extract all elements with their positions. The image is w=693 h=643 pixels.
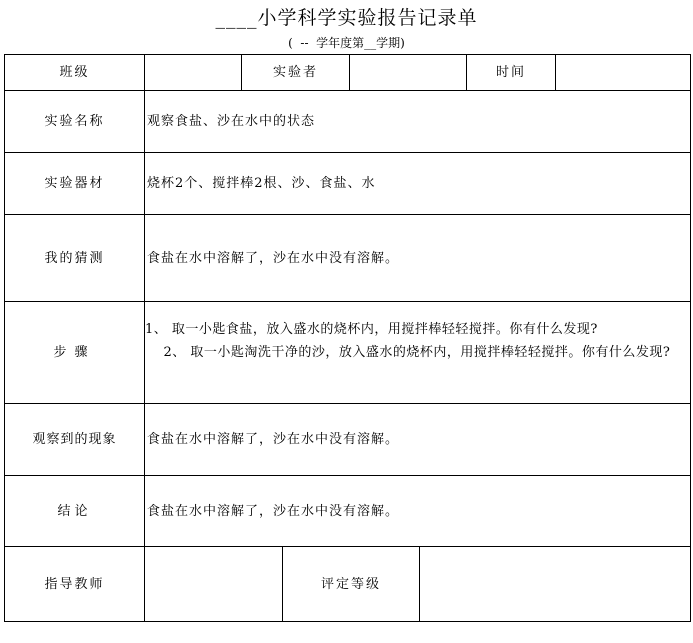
- equipment-value: 烧杯2个、搅拌棒2根、沙、食盐、水: [147, 176, 376, 191]
- experimenter-label: 实验者: [272, 65, 318, 80]
- school-year-subtitle: ( -- 学年度第__学期): [288, 36, 405, 50]
- step-item: 2、 取一小匙淘洗干净的沙，放入盛水的烧杯内，用搅拌棒轻轻搅拌。你有什么发现?: [145, 345, 671, 360]
- teacher-value-field[interactable]: [145, 547, 282, 621]
- grade-value-field[interactable]: [420, 547, 690, 621]
- equipment-label: 实验器材: [44, 176, 105, 191]
- step-item: 1、 取一小匙食盐，放入盛水的烧杯内，用搅拌棒轻轻搅拌。你有什么发现?: [145, 322, 598, 337]
- experimenter-value-field[interactable]: [350, 55, 466, 90]
- conclusion-value: [145, 476, 690, 546]
- experiment-name-value: 观察食盐、沙在水中的状态: [147, 114, 316, 129]
- teacher-label: 指导教师: [44, 576, 105, 592]
- table-border-bottom: [4, 621, 691, 622]
- grade-label: 评定等级: [320, 576, 381, 592]
- conclusion-label: 结论: [57, 503, 92, 519]
- guess-label: 我的猜测: [44, 250, 105, 266]
- observation-value: 食盐在水中溶解了，沙在水中没有溶解。: [147, 432, 400, 447]
- guess-value: 食盐在水中溶解了，沙在水中没有溶解。: [147, 250, 400, 266]
- time-value-field[interactable]: [556, 55, 690, 90]
- time-label: 时间: [495, 65, 526, 80]
- experiment-name-label: 实验名称: [44, 114, 105, 129]
- observation-label: 观察到的现象: [32, 432, 117, 447]
- conclusion-prefix: 食盐在水中溶解了，沙在水中没有溶解。: [147, 503, 400, 519]
- steps-content: [145, 318, 690, 364]
- steps-label: 步骤: [53, 345, 96, 360]
- report-title: ____小学科学实验报告记录单: [215, 7, 478, 29]
- table-border-right: [690, 54, 691, 622]
- class-label: 班级: [59, 65, 90, 80]
- class-value-field[interactable]: [145, 55, 241, 90]
